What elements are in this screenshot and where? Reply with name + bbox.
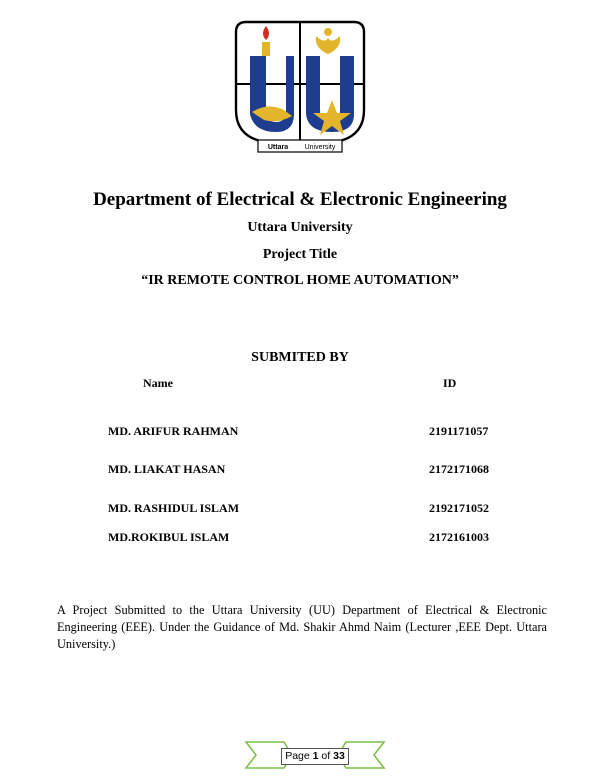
member-id: 2172171068 (429, 462, 489, 476)
university-logo (228, 18, 372, 156)
current-page: 1 (312, 750, 319, 762)
member-id: 2192171052 (429, 501, 489, 515)
member-name: MD. LIAKAT HASAN (108, 462, 226, 476)
page-indicator (281, 748, 349, 765)
logo-text-left: Uttara (267, 144, 289, 151)
member-name: MD. ARIFUR RAHMAN (108, 424, 239, 438)
page-word: Page (285, 750, 310, 762)
department-title: Department of Electrical & Electronic Engineering (93, 189, 507, 210)
member-row (0, 501, 600, 517)
member-id: 2191171057 (429, 424, 489, 438)
member-name: MD.ROKIBUL ISLAM (108, 530, 230, 544)
member-row (0, 424, 600, 440)
member-row (0, 530, 600, 546)
id-column-header: ID (443, 376, 457, 390)
submitted-by-heading: SUBMITED BY (251, 350, 349, 365)
member-row (0, 462, 600, 478)
university-name: Uttara University (247, 220, 353, 235)
name-column-header: Name (143, 376, 173, 390)
of-word: of (321, 750, 331, 762)
logo-text-right: University (304, 144, 336, 151)
member-name: MD. RASHIDUL ISLAM (108, 501, 240, 515)
member-id: 2172161003 (429, 530, 489, 544)
project-title: “IR REMOTE CONTROL HOME AUTOMATION” (141, 273, 459, 288)
submission-statement: A Project Submitted to the Uttara University (UU) Department of Electrical & Electronic Engineering (EEE). Under the Guidance of Md. Shakir Ahmd Naim (Lecturer ,EEE Dept. Uttara University.) (57, 603, 547, 651)
project-title-label: Project Title (262, 247, 338, 262)
total-pages: 33 (333, 750, 345, 762)
